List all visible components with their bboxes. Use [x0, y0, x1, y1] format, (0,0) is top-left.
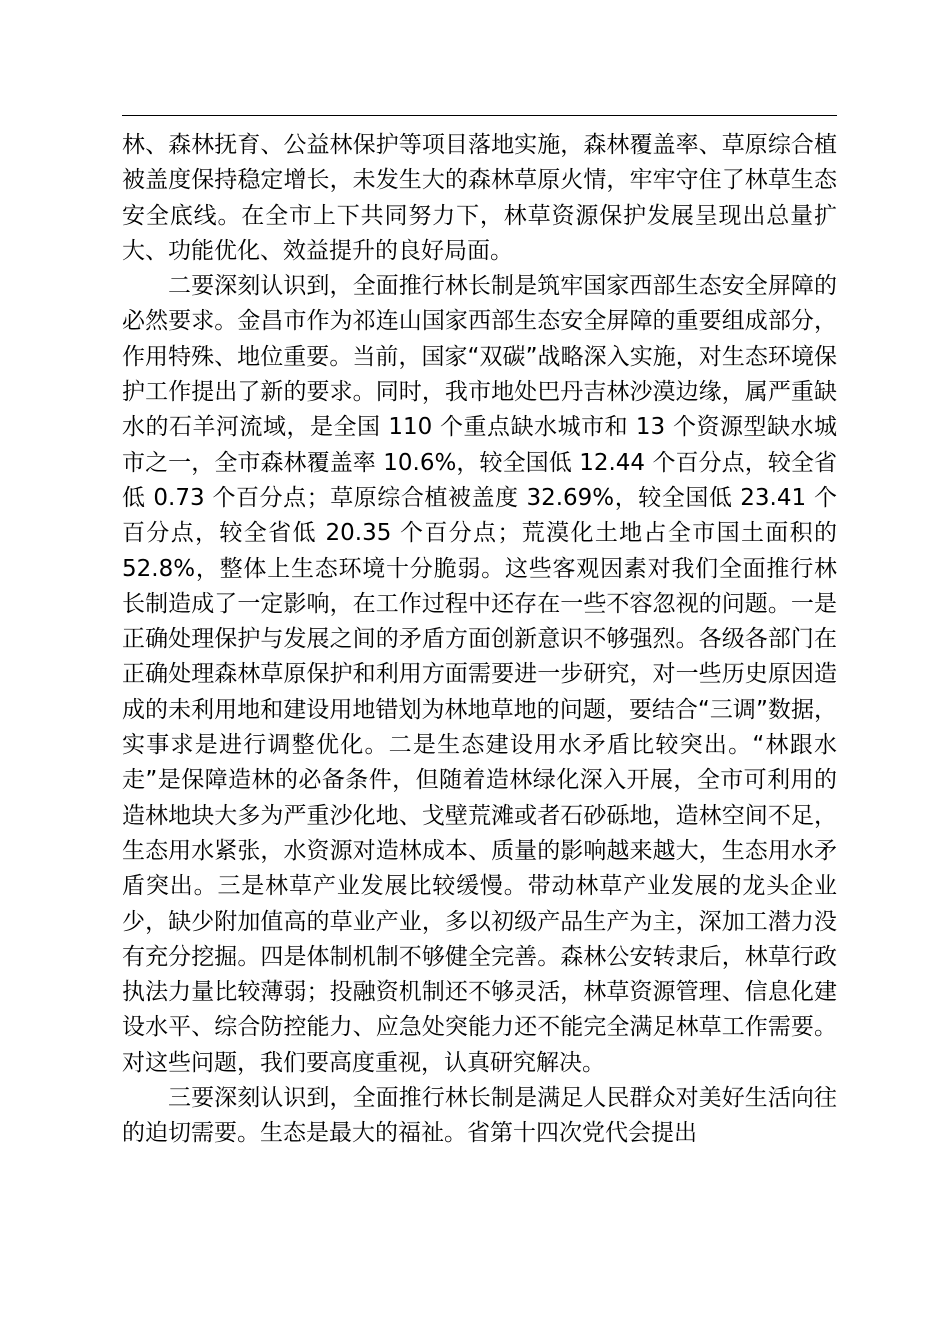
document-body	[122, 128, 837, 1152]
paragraph-second-point: 二要深刻认识到，全面推行林长制是筑牢国家西部生态安全屏障的必然要求。金昌市作为祁连山国家西部生态安全屏障的重要组成部分，作用特殊、地位重要。当前，国家“双碳”战略深入实施，对生态环境保护工作提出了新的要求。同时，我市地处巴丹吉林沙漠边缘，属严重缺水的石羊河流域，是全国 110 个重点缺水城市和 13 个资源型缺水城市之一，全市森林覆盖率 10.6%，较全国低 12.44 个百分点，较全省低 0.73 个百分点；草原综合植被盖度 32.69%，较全国低 23.41 个百分点，较全省低 20.35 个百分点；荒漠化土地占全市国土面积的 52.8%，整体上生态环境十分脆弱。这些客观因素对我们全面推行林长制造成了一定影响，在工作过程中还存在一些不容忽视的问题。一是正确处理保护与发展之间的矛盾方面创新意识不够强烈。各级各部门在正确处理森林草原保护和利用方面需要进一步研究，对一些历史原因造成的未利用地和建设用地错划为林地草地的问题，要结合“三调”数据，实事求是进行调整优化。二是生态建设用水矛盾比较突出。“林跟水走”是保障造林的必备条件，但随着造林绿化深入开展，全市可利用的造林地块大多为严重沙化地、戈壁荒滩或者石砂砾地，造林空间不足，生态用水紧张，水资源对造林成本、质量的影响越来越大，生态用水矛盾突出。三是林草产业发展比较缓慢。带动林草产业发展的龙头企业少，缺少附加值高的草业产业，多以初级产品生产为主，深加工潜力没有充分挖掘。四是体制机制不够健全完善。森林公安转隶后，林草行政执法力量比较薄弱；投融资机制还不够灵活，林草资源管理、信息化建设水平、综合防控能力、应急处突能力还不能完全满足林草工作需要。对这些问题，我们要高度重视，认真研究解决。	[122, 273, 837, 1076]
header-rule	[122, 115, 837, 116]
paragraph-third-point: 三要深刻认识到，全面推行林长制是满足人民群众对美好生活向往的迫切需要。生态是最大的福祉。省第十四次党代会提出	[122, 1085, 837, 1147]
paragraph-continuation: 林、森林抚育、公益林保护等项目落地实施，森林覆盖率、草原综合植被盖度保持稳定增长，未发生大的森林草原火情，牢牢守住了林草生态安全底线。在全市上下共同努力下，林草资源保护发展呈现出总量扩大、功能优化、效益提升的良好局面。	[122, 132, 837, 264]
